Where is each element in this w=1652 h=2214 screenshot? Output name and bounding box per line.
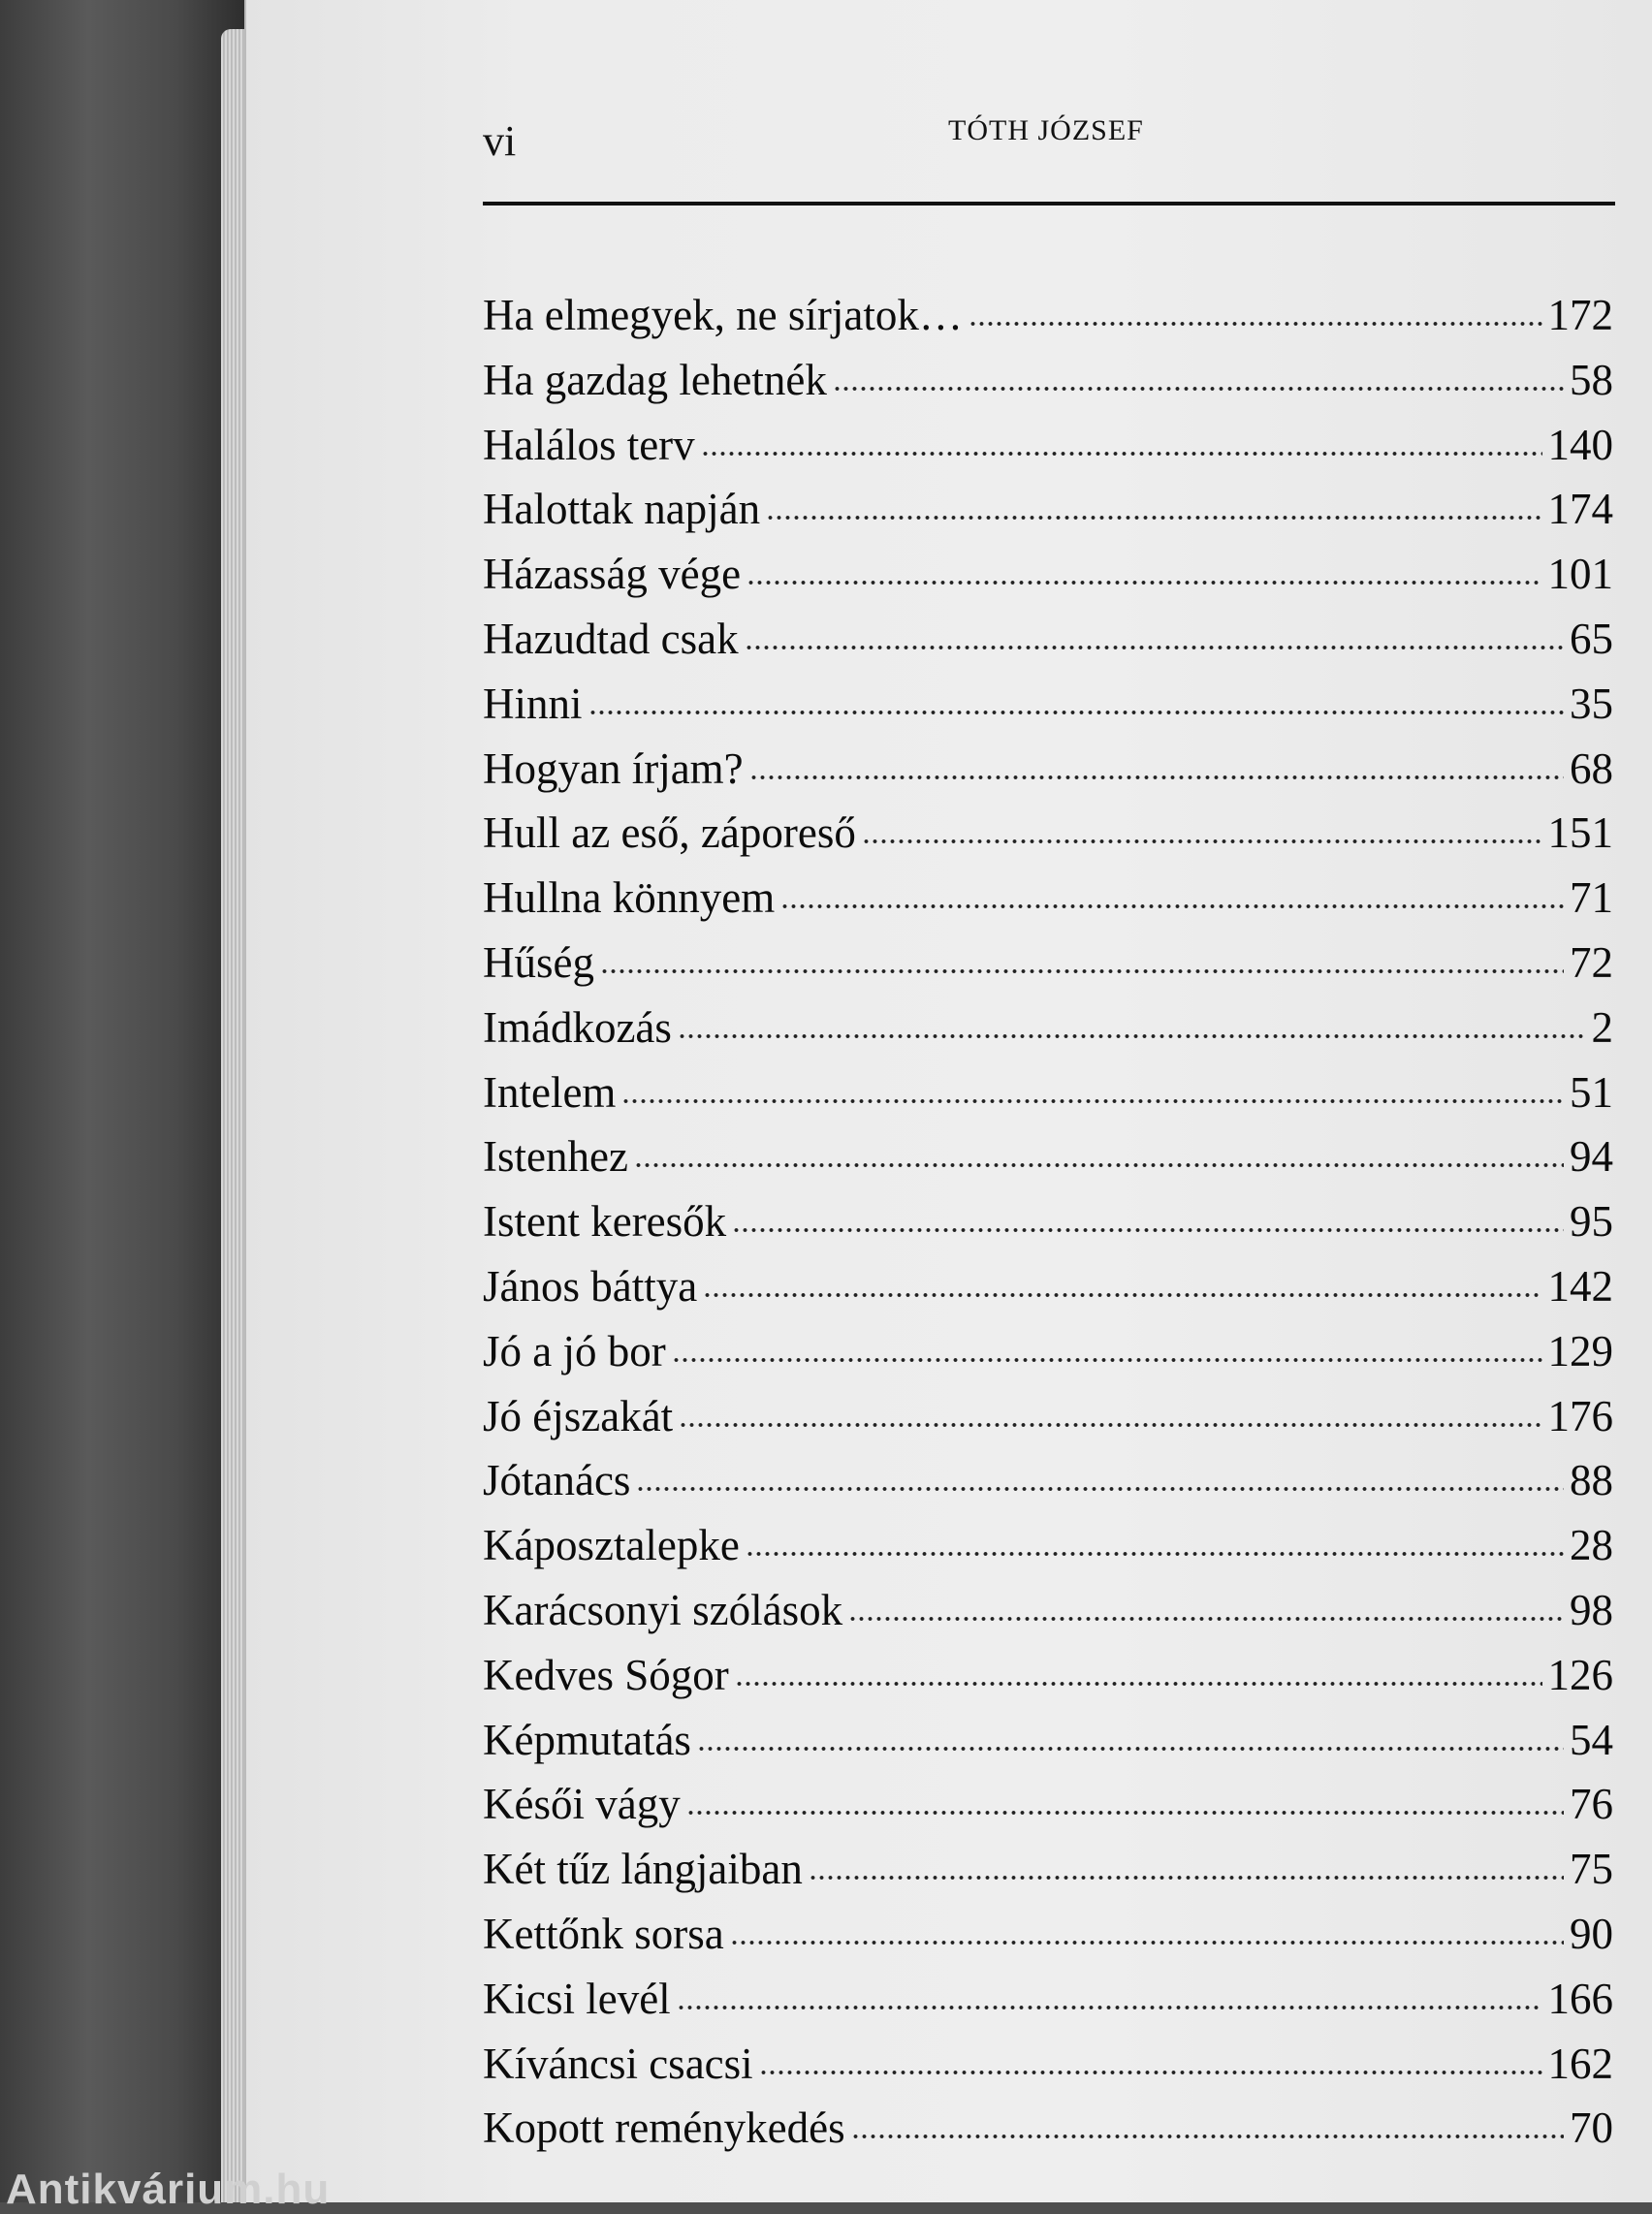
toc-page-number: 51 xyxy=(1570,1067,1613,1117)
toc-title: Hogyan írjam? xyxy=(483,743,744,793)
toc-title: Hazudtad csak xyxy=(483,614,739,663)
toc-dot-leader xyxy=(766,514,1541,522)
toc-title: Istenhez xyxy=(483,1132,628,1182)
toc-dot-leader xyxy=(809,1874,1564,1882)
toc-entry xyxy=(483,477,1613,542)
toc-entry xyxy=(483,1124,1613,1189)
toc-page-number: 35 xyxy=(1570,679,1613,728)
toc-entry xyxy=(483,931,1613,996)
toc-dot-leader xyxy=(833,385,1564,393)
toc-dot-leader xyxy=(746,1550,1564,1558)
toc-page-number: 140 xyxy=(1547,420,1613,469)
toc-page-number: 90 xyxy=(1570,1909,1613,1958)
toc-entry xyxy=(483,1319,1613,1384)
toc-dot-leader xyxy=(732,1226,1564,1234)
toc-page-number: 2 xyxy=(1591,1002,1613,1052)
toc-dot-leader xyxy=(634,1161,1564,1169)
toc-entry xyxy=(483,1902,1613,1967)
toc-page-number: 172 xyxy=(1547,291,1613,339)
toc-entry xyxy=(483,1643,1613,1708)
toc-entry xyxy=(483,996,1613,1060)
toc-title: Késői vágy xyxy=(483,1780,681,1829)
watermark: Antikvárium.hu xyxy=(6,2166,331,2213)
toc-title: Kedves Sógor xyxy=(483,1650,729,1699)
toc-entry xyxy=(483,1578,1613,1643)
toc-title: Káposztalepke xyxy=(483,1521,740,1570)
toc-title: Hullna könnyem xyxy=(483,873,776,923)
toc-entry xyxy=(483,1513,1613,1578)
toc-page-number: 75 xyxy=(1570,1845,1613,1894)
toc-title: Jó éjszakát xyxy=(483,1391,674,1440)
toc-entry xyxy=(483,1384,1613,1449)
toc-title: János báttya xyxy=(483,1261,698,1311)
toc-entry xyxy=(483,1448,1613,1513)
toc-title: Halálos terv xyxy=(483,420,695,469)
toc-entry xyxy=(483,1772,1613,1837)
toc-entry xyxy=(483,1189,1613,1254)
toc-entry xyxy=(483,1060,1613,1125)
toc-page-number: 162 xyxy=(1547,2039,1613,2088)
toc-title: Intelem xyxy=(483,1067,617,1117)
running-head: TÓTH JÓZSEF xyxy=(948,114,1144,146)
toc-title: Hull az eső, záporeső xyxy=(483,808,856,858)
toc-dot-leader xyxy=(759,2069,1542,2076)
toc-entry xyxy=(483,1708,1613,1773)
toc-dot-leader xyxy=(730,1939,1564,1946)
toc-dot-leader xyxy=(780,902,1564,910)
toc-page-number: 95 xyxy=(1570,1197,1613,1247)
toc-page-number: 76 xyxy=(1570,1780,1613,1829)
toc-page-number: 70 xyxy=(1570,2103,1613,2153)
toc-entry xyxy=(483,413,1613,478)
toc-page-number: 126 xyxy=(1547,1650,1613,1699)
toc-page-number: 88 xyxy=(1570,1456,1613,1505)
toc-page-number: 174 xyxy=(1547,485,1613,534)
page-header xyxy=(483,109,1615,167)
toc-entry xyxy=(483,283,1613,348)
toc-title: Istent keresők xyxy=(483,1197,727,1247)
toc-dot-leader xyxy=(701,450,1542,458)
toc-entry xyxy=(483,2032,1613,2097)
page-number: vi xyxy=(483,117,517,165)
toc-title: Ha gazdag lehetnék xyxy=(483,355,827,404)
toc-dot-leader xyxy=(600,967,1564,975)
toc-page-number: 58 xyxy=(1570,355,1613,404)
toc-title: Karácsonyi szólások xyxy=(483,1585,843,1634)
toc-title: Két tűz lángjaiban xyxy=(483,1845,803,1894)
toc-dot-leader xyxy=(703,1291,1541,1299)
toc-dot-leader xyxy=(636,1485,1564,1493)
toc-dot-leader xyxy=(749,774,1564,781)
toc-title: Ha elmegyek, ne sírjatok… xyxy=(483,291,963,339)
toc-title: Kopott reménykedés xyxy=(483,2103,845,2153)
toc-title: Imádkozás xyxy=(483,1002,672,1052)
toc-title: Házasság vége xyxy=(483,550,742,599)
toc-page-number: 54 xyxy=(1570,1715,1613,1764)
toc-page-number: 28 xyxy=(1570,1521,1613,1570)
toc-entry xyxy=(483,737,1613,802)
toc-dot-leader xyxy=(686,1809,1564,1817)
toc-title: Kíváncsi csacsi xyxy=(483,2039,753,2088)
toc-entry xyxy=(483,542,1613,607)
toc-dot-leader xyxy=(621,1097,1564,1105)
toc-page-number: 72 xyxy=(1570,937,1613,987)
toc-title: Kicsi levél xyxy=(483,1974,671,2023)
toc-dot-leader xyxy=(848,1615,1564,1623)
toc-title: Jó a jó bor xyxy=(483,1326,666,1376)
toc-dot-leader xyxy=(677,2004,1542,2011)
toc-page-number: 129 xyxy=(1547,1326,1613,1376)
toc-entry xyxy=(483,866,1613,931)
toc-dot-leader xyxy=(678,1032,1586,1040)
toc-title: Jótanács xyxy=(483,1456,631,1505)
page-edges xyxy=(221,29,246,2202)
toc-page-number: 101 xyxy=(1547,550,1613,599)
toc-entry xyxy=(483,607,1613,672)
toc-page-number: 98 xyxy=(1570,1585,1613,1634)
table-of-contents xyxy=(483,283,1613,2161)
toc-page-number: 65 xyxy=(1570,614,1613,663)
toc-dot-leader xyxy=(588,709,1564,716)
toc-entry xyxy=(483,1254,1613,1319)
toc-page-number: 151 xyxy=(1547,808,1613,858)
toc-entry xyxy=(483,672,1613,737)
toc-title: Halottak napján xyxy=(483,485,761,534)
toc-title: Hűség xyxy=(483,937,594,987)
toc-title: Kettőnk sorsa xyxy=(483,1909,724,1958)
toc-page-number: 94 xyxy=(1570,1132,1613,1182)
toc-page-number: 142 xyxy=(1547,1261,1613,1311)
toc-entry xyxy=(483,1837,1613,1902)
toc-title: Képmutatás xyxy=(483,1715,691,1764)
toc-entry xyxy=(483,348,1613,413)
toc-dot-leader xyxy=(747,579,1541,586)
toc-entry xyxy=(483,801,1613,866)
toc-dot-leader xyxy=(745,644,1564,651)
toc-dot-leader xyxy=(679,1421,1541,1429)
toc-page-number: 176 xyxy=(1547,1391,1613,1440)
header-rule xyxy=(483,202,1615,206)
toc-title: Hinni xyxy=(483,679,583,728)
toc-dot-leader xyxy=(672,1356,1542,1364)
toc-page-number: 71 xyxy=(1570,873,1613,923)
toc-dot-leader xyxy=(735,1680,1542,1688)
toc-entry xyxy=(483,2096,1613,2161)
toc-entry xyxy=(483,1967,1613,2032)
toc-dot-leader xyxy=(969,320,1542,328)
toc-page-number: 166 xyxy=(1547,1974,1613,2023)
toc-dot-leader xyxy=(851,2133,1564,2140)
desk-background xyxy=(0,0,252,2202)
toc-dot-leader xyxy=(862,838,1542,845)
toc-page-number: 68 xyxy=(1570,743,1613,793)
toc-dot-leader xyxy=(697,1745,1564,1753)
